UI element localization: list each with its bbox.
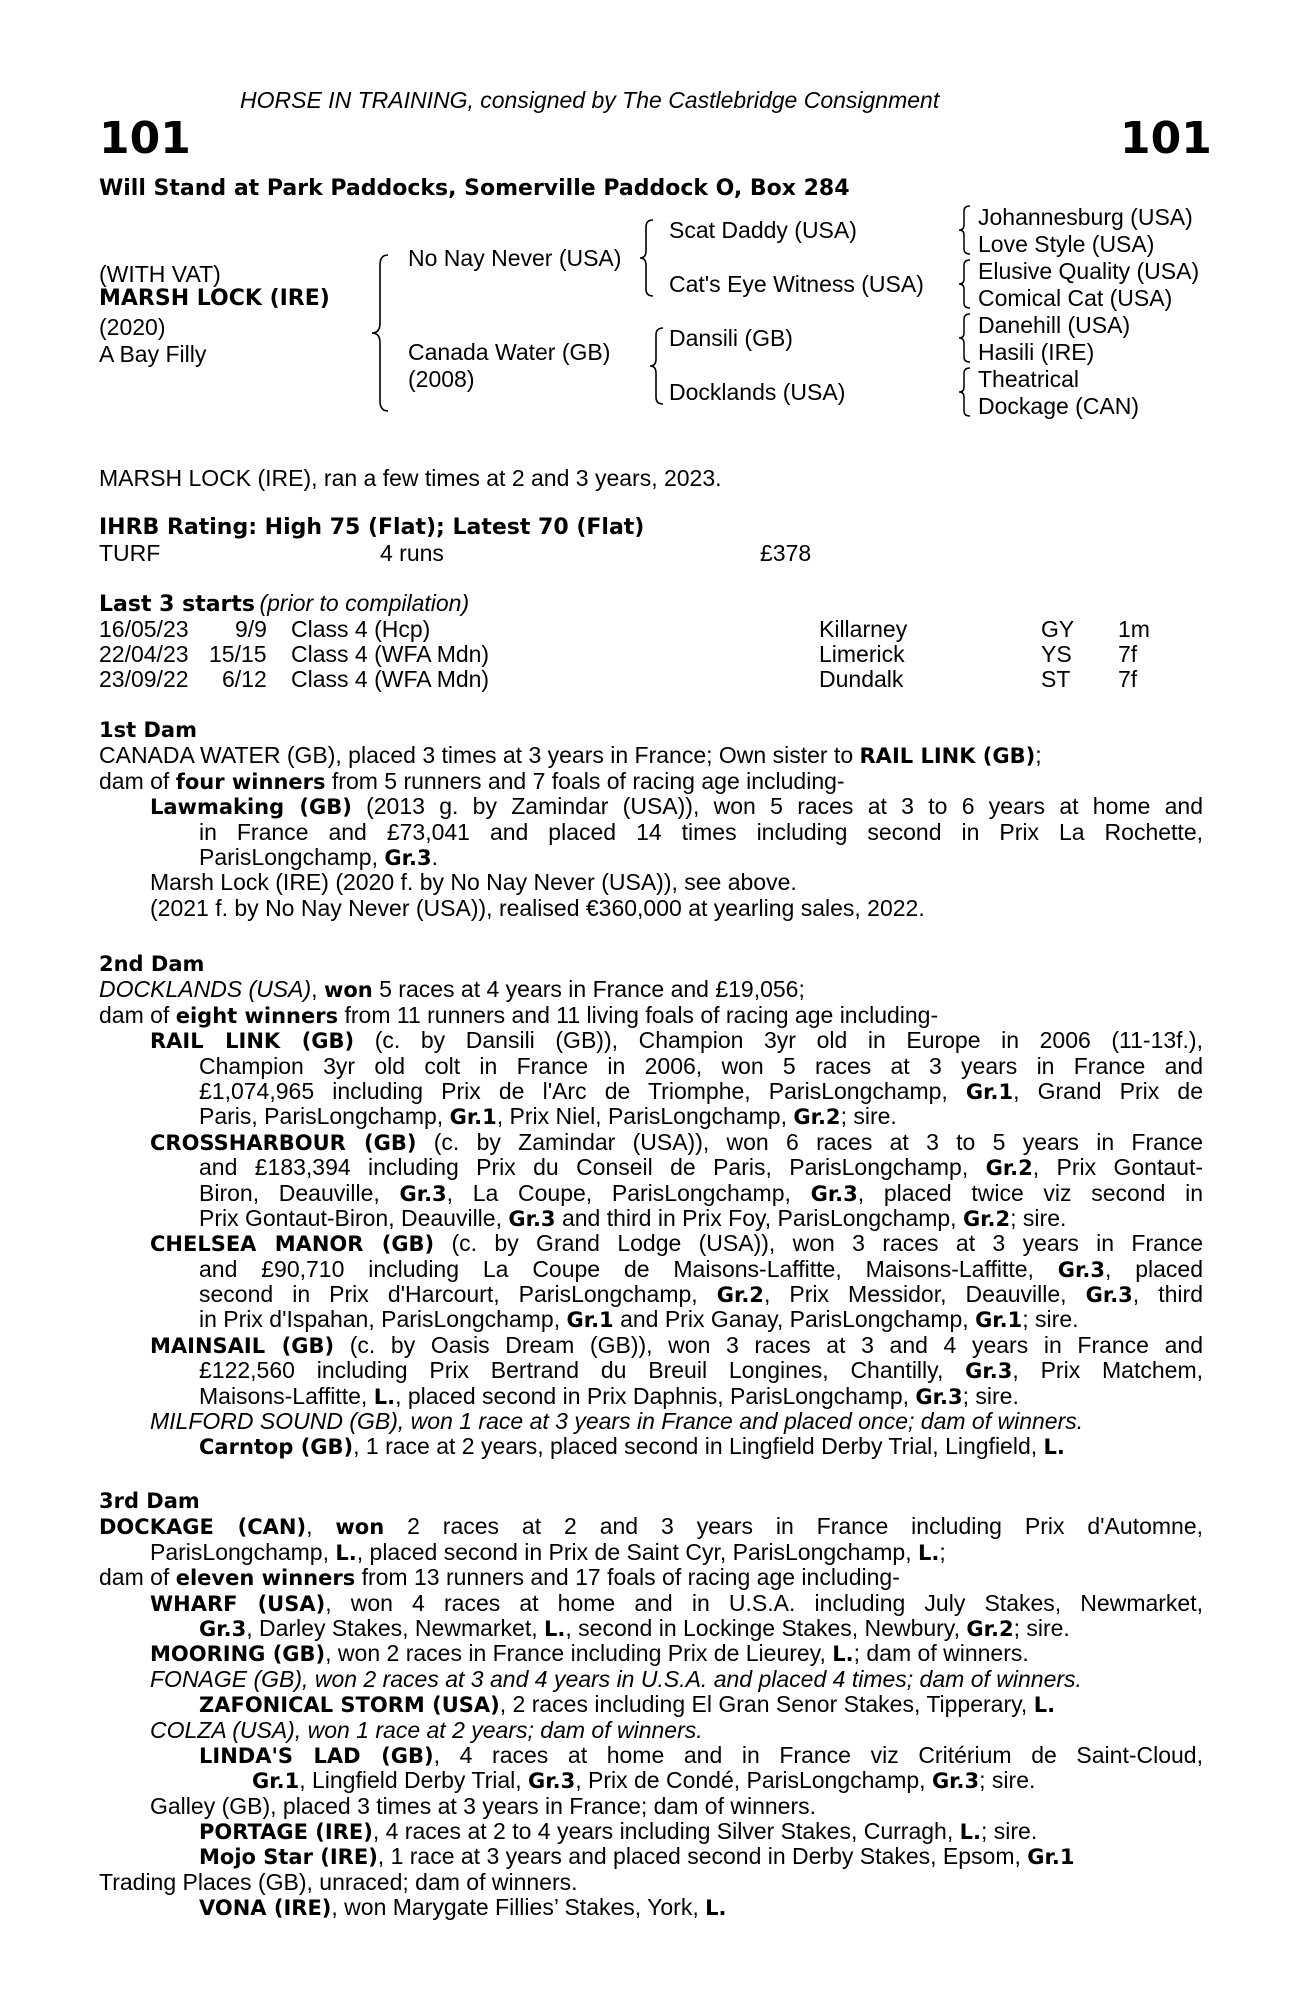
start-dist: 7f [1118,666,1138,692]
progeny-fonage: FONAGE (GB), won 2 races at 3 and 4 years in U.S.A. and placed 4 times; dam of winners. [150,1665,1082,1692]
lot-number-left: 101 [99,113,191,164]
progeny-2021: (2021 f. by No Nay Never (USA)), realised €360,000 at yearling sales, 2022. [150,894,925,921]
dss: Danehill (USA) [978,312,1131,338]
sds: Elusive Quality (USA) [978,258,1200,284]
progeny-zafonical-storm: ZAFONICAL STORM (USA), 2 races including El Gran Senor Stakes, Tipperary, L. [199,1691,1056,1718]
race-summary: MARSH LOCK (IRE), ran a few times at 2 and 3 years, 2023. [99,465,722,491]
dd-brace [958,366,972,418]
third-dam-section: 3rd Dam DOCKAGE (CAN), won 2 races at 2 and 3 years in France including Prix d'Automne, ParisLongchamp, L., placed second in Prix de Saint Cyr, ParisLongchamp, L.; dam of eleven winners from 13 runners and 17 foals of racing age including- WHARF (USA), won 4 races at home and in U.S.A. including July Stakes, Newmarket, Gr.3, Darley Stakes, Newmarket, L., second in Lockinge Stakes, Newbury, Gr.2; sire. MOORING (GB), won 2 races in France including Prix de Lieurey, L.; dam of winners. FONAGE (GB), won 2 races at 3 and 4 years in U.S.A. and placed 4 times; dam of winners. ZAFONICAL STORM (USA), 2 races including El Gran Senor Stakes, Tipperary, L. COLZA (USA), won 1 race at 2 years; dam of winners. LINDA'S LAD (GB), 4 races at home and in France viz Critérium de Saint-Cloud, Gr.1, Lingfield Derby Trial, Gr.3, Prix de Condé, ParisLongchamp, Gr.3; sire. Galley (GB), placed 3 times at 3 years in France; dam of winners. PORTAGE (IRE), 4 races at 2 to 4 years including Silver Stakes, Curragh, L.; sire. Mojo Star (IRE), 1 race at 3 years and placed second in Derby Stakes, Epsom, Gr.1 Trading Places (GB), unraced; dam of winners. VONA (IRE), won Marygate Fillies’ Stakes, York, L. [99,1489,1204,1921]
last-starts-title: Last 3 starts [99,592,256,617]
progeny-mojo-star: Mojo Star (IRE), 1 race at 3 years and placed second in Derby Stakes, Epsom, Gr.1 [199,1843,1075,1870]
sd-brace [958,258,972,310]
start-date: 22/04/23 [99,641,189,667]
ds-brace [958,312,972,364]
start-race: Class 4 (WFA Mdn) [291,666,490,692]
start-race: Class 4 (WFA Mdn) [291,641,490,667]
progeny-marsh-lock: Marsh Lock (IRE) (2020 f. by No Nay Never (USA)), see above. [150,869,797,896]
foaling-year: (2020) [99,314,166,340]
progeny-galley: Galley (GB), placed 3 times at 3 years in France; dam of winners. [150,1792,816,1819]
progeny-milford-sound: MILFORD SOUND (GB), won 1 race at 3 years in France and placed once; dam of winners. [150,1408,1084,1435]
second-dam-title: 2nd Dam [99,952,205,976]
start-dist: 1m [1118,616,1150,642]
dam-brace [648,326,666,406]
start-course: Limerick [819,641,905,667]
progeny-mooring: MOORING (GB), won 2 races in France including Prix de Lieurey, L.; dam of winners. [150,1640,1029,1667]
progeny-colza: COLZA (USA), won 1 race at 2 years; dam of winners. [150,1716,703,1743]
progeny-lindas-lad: LINDA'S LAD (GB), 4 races at home and in France viz Critérium de Saint-Cloud, [199,1741,1203,1768]
horse-description: A Bay Filly [99,341,207,367]
start-date: 16/05/23 [99,616,189,642]
rating-title: IHRB Rating: High 75 (Flat); Latest 70 (Flat) [99,515,645,540]
main-brace [370,253,392,413]
progeny-vona: VONA (IRE), won Marygate Fillies’ Stakes, York, L. [199,1894,727,1921]
ss-brace [958,204,972,256]
start-course: Killarney [819,616,908,642]
sire-sire: Scat Daddy (USA) [669,217,857,243]
dsd: Hasili (IRE) [978,339,1095,365]
progeny-portage: PORTAGE (IRE), 4 races at 2 to 4 years including Silver Stakes, Curragh, L.; sire. [199,1818,1038,1845]
start-dist: 7f [1118,641,1138,667]
sire-name: No Nay Never (USA) [408,245,622,271]
progeny-rail-link: RAIL LINK (GB) (c. by Dansili (GB)), Champion 3yr old in Europe in 2006 (11-13f.), [150,1027,1203,1054]
dam-dam: Docklands (USA) [669,379,846,405]
start-course: Dundalk [819,666,904,692]
start-pos: 9/9 [235,616,267,642]
sdd: Comical Cat (USA) [978,285,1173,311]
start-date: 23/09/22 [99,666,189,692]
rating-prize: £378 [760,540,812,566]
progeny-chelsea-manor: CHELSEA MANOR (GB) (c. by Grand Lodge (USA)), won 3 races at 3 years in France [150,1230,1203,1257]
progeny-carntop: Carntop (GB), 1 race at 2 years, placed second in Lingfield Derby Trial, Lingfield, L. [199,1433,1065,1460]
vat-note: (WITH VAT) [99,261,221,287]
last-starts-note: (prior to compilation) [259,590,470,616]
ddd: Dockage (CAN) [978,393,1140,419]
start-race: Class 4 (Hcp) [291,616,431,642]
first-dam-section: 1st Dam CANADA WATER (GB), placed 3 times at 3 years in France; Own sister to RAIL LINK (GB); dam of four winners from 5 runners and 7 foals of racing age including- Lawmaking (GB) (2013 g. by Zamindar (USA)), won 5 races at 3 to 6 years at home and in France and £73,041 and placed 14 times including second in Prix La Rochette, ParisLongchamp, Gr.3. Marsh Lock (IRE) (2020 f. by No Nay Never (USA)), see above. (2021 f. by No Nay Never (USA)), realised €360,000 at yearling sales, 2022. [99,718,1203,921]
start-pos: 6/12 [222,666,267,692]
consignment-line: HORSE IN TRAINING, consigned by The Castlebridge Consignment [240,87,940,113]
progeny-trading-places: Trading Places (GB), unraced; dam of winners. [99,1868,578,1895]
progeny-wharf: WHARF (USA), won 4 races at home and in U.S.A. including July Stakes, Newmarket, [150,1589,1203,1616]
sss: Johannesburg (USA) [978,204,1193,230]
dam-sire: Dansili (GB) [669,325,793,351]
start-row-1 [99,617,189,642]
progeny-lawmaking: Lawmaking (GB) (2013 g. by Zamindar (USA)), won 5 races at 3 to 6 years at home and [150,793,1203,820]
last-starts-heading [99,591,469,619]
rating-surface: TURF [99,540,161,566]
start-going: ST [1041,666,1071,692]
third-dam-title: 3rd Dam [99,1489,200,1513]
progeny-mainsail: MAINSAIL (GB) (c. by Oasis Dream (GB)), won 3 races at 3 and 4 years in France and [150,1331,1203,1358]
dam-year: (2008) [408,366,475,392]
first-dam-title: 1st Dam [99,718,197,742]
horse-name: MARSH LOCK (IRE) [99,286,330,311]
stand-location: Will Stand at Park Paddocks, Somerville Paddock O, Box 284 [99,176,850,201]
sire-dam: Cat's Eye Witness (USA) [669,271,924,297]
ssd: Love Style (USA) [978,231,1155,257]
second-dam-section: 2nd Dam DOCKLANDS (USA), won 5 races at 4 years in France and £19,056; dam of eight winners from 11 runners and 11 living foals of racing age including- RAIL LINK (GB) (c. by Dansili (GB)), Champion 3yr old in Europe in 2006 (11-13f.), Champion 3yr old colt in France in 2006, won 5 races at 3 years in France and £1,074,965 including Prix de l'Arc de Triomphe, ParisLongchamp, Gr.1, Grand Prix de Paris, ParisLongchamp, Gr.1, Prix Niel, ParisLongchamp, Gr.2; sire. CROSSHARBOUR (GB) (c. by Zamindar (USA)), won 6 races at 3 to 5 years in France and £183,394 including Prix du Conseil de Paris, ParisLongchamp, Gr.2, Prix Gontaut- Biron, Deauville, Gr.3, La Coupe, ParisLongchamp, Gr.3, placed twice viz second in Prix Gontaut-Biron, Deauville, Gr.3 and third in Prix Foy, ParisLongchamp, Gr.2; sire. CHELSEA MANOR (GB) (c. by Grand Lodge (USA)), won 3 races at 3 years in France and £90,710 including La Coupe de Maisons-Laffitte, Maisons-Laffitte, Gr.3, placed second in Prix d'Harcourt, ParisLongchamp, Gr.2, Prix Messidor, Deauville, Gr.3, third in Prix d'Ispahan, ParisLongchamp, Gr.1 and Prix Ganay, ParisLongchamp, Gr.1; sire. MAINSAIL (GB) (c. by Oasis Dream (GB)), won 3 races at 3 and 4 years in France and £122,560 including Prix Bertrand du Breuil Longines, Chantilly, Gr.3, Prix Matchem, Maisons-Laffitte, L., placed second in Prix Daphnis, ParisLongchamp, Gr.3; sire. MILFORD SOUND (GB), won 1 race at 3 years in France and placed once; dam of winners. Carntop (GB), 1 race at 2 years, placed second in Lingfield Derby Trial, Lingfield, L. [99,952,1203,1460]
rating-runs: 4 runs [380,540,444,566]
lot-number-right: 101 [1120,113,1212,164]
dds: Theatrical [978,366,1079,392]
dam-name: Canada Water (GB) [408,339,611,365]
sire-brace [638,218,656,298]
start-going: GY [1041,616,1075,642]
start-going: YS [1041,641,1072,667]
progeny-crossharbour: CROSSHARBOUR (GB) (c. by Zamindar (USA)), won 6 races at 3 to 5 years in France [150,1128,1203,1155]
start-pos: 15/15 [209,641,267,667]
